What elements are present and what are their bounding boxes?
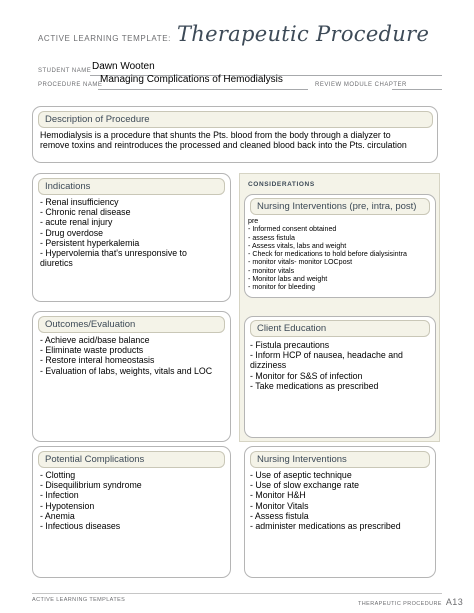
nursing-line: pre (248, 217, 259, 225)
indications-line: - Hypervolemia that's unresponsive to (40, 248, 187, 259)
outcomes-line: - Eliminate waste products (40, 345, 144, 356)
complications-line: - Infection (40, 490, 79, 501)
procedure-name-field[interactable]: Managing Complications of Hemodialysis (100, 74, 283, 85)
outcomes-text[interactable] (40, 335, 212, 376)
client-education-line: - Monitor for S&S of infection (250, 370, 363, 381)
nursing-line: - monitor vitals- monitor LOCpost (248, 258, 353, 267)
description-line: Hemodialysis is a procedure that shunts the Pts. blood from the body through a dialyzer to (40, 130, 391, 140)
indications-heading: Indications (38, 178, 225, 195)
interventions-line: - Monitor H&H (250, 490, 306, 501)
indications-line: - acute renal injury (40, 217, 113, 228)
footer-left-text: ACTIVE LEARNING TEMPLATES (32, 597, 126, 603)
indications-line: - Chronic renal disease (40, 207, 131, 218)
client-education-text[interactable] (250, 340, 403, 391)
interventions-line: - Use of slow exchange rate (250, 480, 360, 491)
indications-line: diuretics (40, 258, 73, 269)
outcomes-line: - Restore interal homeostasis (40, 355, 155, 366)
nursing-pre-intra-post-text[interactable] (248, 217, 407, 292)
client-education-line: - Fistula precautions (250, 340, 330, 350)
nursing-line: - assess fistula (248, 233, 295, 242)
complications-line: - Infectious diseases (40, 521, 121, 532)
template-label: ACTIVE LEARNING TEMPLATE: (38, 34, 171, 43)
footer-page-code: A13 (445, 597, 464, 607)
complications-line: - Clotting (40, 470, 76, 480)
footer-right-text: THERAPEUTIC PROCEDURE (358, 601, 442, 607)
review-module-rule (392, 89, 442, 90)
indications-text[interactable] (40, 197, 187, 268)
complications-heading: Potential Complications (38, 451, 225, 468)
interventions-line: - Monitor Vitals (250, 500, 309, 511)
complications-line: - Anemia (40, 510, 75, 521)
description-text[interactable] (40, 130, 407, 150)
nursing-line: - Informed consent obtained (248, 225, 337, 234)
outcomes-line: - Evaluation of labs, weights, vitals and LOC (40, 365, 213, 376)
interventions-line: - administer medications as prescribed (250, 521, 401, 532)
outcomes-heading: Outcomes/Evaluation (38, 316, 225, 333)
procedure-name-rule (98, 89, 308, 90)
client-education-line: dizziness (250, 360, 287, 371)
complications-text[interactable] (40, 470, 142, 531)
outcomes-line: - Achieve acid/base balance (40, 335, 150, 345)
complications-line: - Hypotension (40, 500, 95, 511)
nursing-interventions-text[interactable] (250, 470, 401, 531)
client-education-heading: Client Education (250, 320, 430, 337)
considerations-label: CONSIDERATIONS (248, 181, 315, 188)
nursing-line: - Monitor labs and weight (248, 275, 328, 284)
nursing-line: - monitor vitals (248, 266, 295, 275)
description-heading: Description of Procedure (38, 111, 433, 128)
description-line: remove toxins and reintroduces the processed and cleaned blood back into the Pts. circulation (40, 140, 407, 151)
nursing-line: - Assess vitals, labs and weight (248, 241, 347, 250)
indications-line: - Renal insufficiency (40, 197, 119, 207)
nursing-interventions-heading: Nursing Interventions (250, 451, 430, 468)
interventions-line: - Assess fistula (250, 510, 309, 521)
client-education-line: - Inform HCP of nausea, headache and (250, 350, 403, 361)
student-name-label: STUDENT NAME (38, 68, 92, 74)
interventions-line: - Use of aseptic technique (250, 470, 352, 480)
footer-rule (32, 593, 442, 594)
nursing-line: - Check for medications to hold before dialysisintra (248, 250, 407, 259)
student-name-field[interactable]: Dawn Wooten (92, 61, 155, 72)
nursing-line: - monitor for bleeding (248, 283, 316, 292)
review-module-label: REVIEW MODULE CHAPTER (315, 82, 407, 88)
indications-line: - Persistent hyperkalemia (40, 237, 140, 248)
footer-right (358, 597, 463, 607)
template-header (38, 22, 429, 46)
complications-line: - Disequilibrium syndrome (40, 480, 142, 491)
procedure-name-label: PROCEDURE NAME (38, 82, 103, 88)
client-education-line: - Take medications as prescribed (250, 380, 379, 391)
nursing-pre-intra-post-heading: Nursing Interventions (pre, intra, post) (250, 198, 430, 215)
indications-line: - Drug overdose (40, 227, 104, 238)
page-title: Therapeutic Procedure (176, 22, 430, 46)
